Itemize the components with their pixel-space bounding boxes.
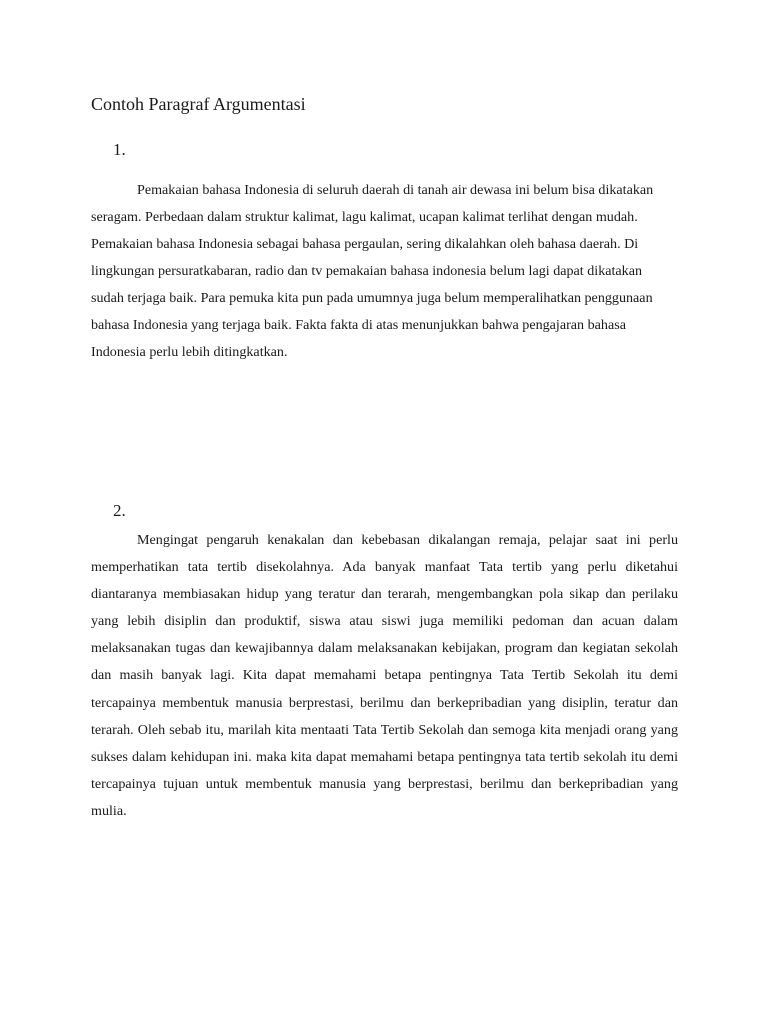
section-paragraph-2: Mengingat pengaruh kenakalan dan kebebasan dikalangan remaja, pelajar saat ini perlu memperhatikan tata tertib disekolahnya. Ada banyak manfaat Tata tertib yang perlu diketahui diantaranya membiasakan hidup yang teratur dan terarah, mengembangkan pola sikap dan perilaku yang lebih disiplin dan produktif, siswa atau siswi juga memiliki pedoman dan acuan dalam melaksanakan tugas dan kewajibannya dalam melaksanakan kebijakan, program dan kegiatan sekolah dan masih banyak lagi. Kita dapat memahami betapa pentingnya Tata Tertib Sekolah itu demi tercapainya membentuk manusia berprestasi, berilmu dan berkepribadian yang disiplin, teratur dan terarah. Oleh sebab itu, marilah kita mentaati Tata Tertib Sekolah dan semoga kita menjadi orang yang sukses dalam kehidupan ini. maka kita dapat memahami betapa pentingnya tata tertib sekolah itu demi tercapainya tujuan untuk membentuk manusia yang berprestasi, berilmu dan berkepribadian yang mulia. (91, 532, 678, 819)
section-paragraph-1: Pemakaian bahasa Indonesia di seluruh daerah di tanah air dewasa ini belum bisa dikatakan seragam. Perbedaan dalam struktur kalimat, lagu kalimat, ucapan kalimat terlihat dengan mudah. Pemakaian bahasa Indonesia sebagai bahasa pergaulan, sering dikalahkan oleh bahasa daerah. Di lingkungan persuratkabaran, radio dan tv pemakaian bahasa indonesia belum lagi dapat dikatakan sudah terjaga baik. Para pemuka kita pun pada umumnya juga belum memperalihatkan penggunaan bahasa Indonesia yang terjaga baik. Fakta fakta di atas menunjukkan bahwa pengajaran bahasa Indonesia perlu lebih ditingkatkan. (91, 182, 654, 360)
section-number-2: 2. (113, 501, 126, 520)
document-title: Contoh Paragraf Argumentasi (91, 94, 306, 114)
section-number-1: 1. (113, 140, 126, 159)
